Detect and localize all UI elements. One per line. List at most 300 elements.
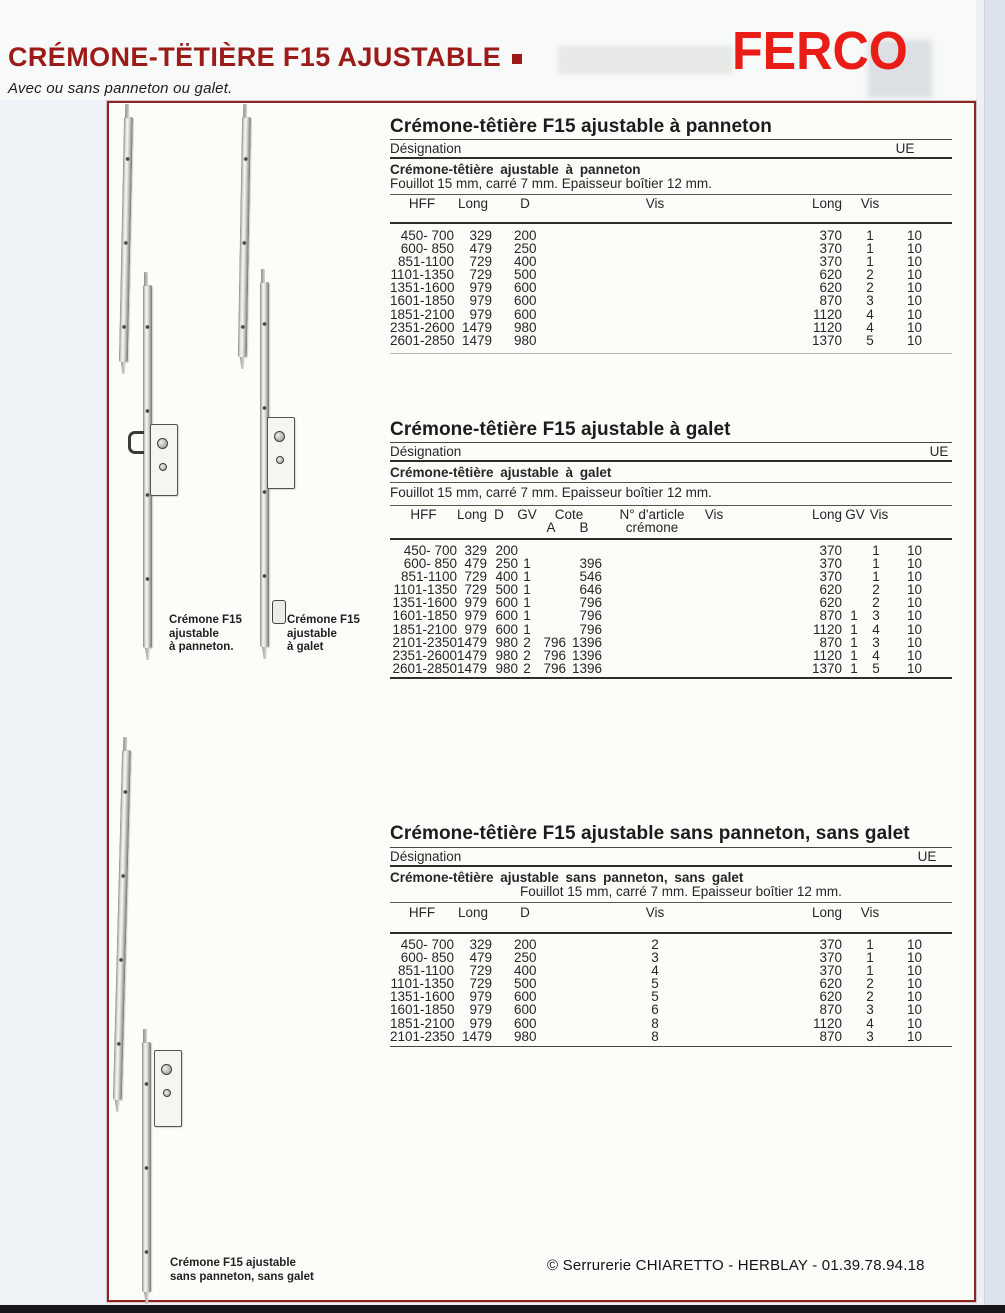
- table-cell: 4: [651, 963, 659, 979]
- table-cell: 400: [514, 254, 537, 270]
- table-cell: 1: [523, 582, 531, 598]
- table-cell: 1: [523, 608, 531, 624]
- table-header-cell: A: [546, 520, 556, 535]
- table-cell: 4: [866, 319, 874, 335]
- table-cell: 200: [514, 228, 537, 243]
- table-header-cell: GV: [517, 507, 537, 522]
- table-cell: 10: [906, 556, 922, 572]
- table-sans: [390, 823, 952, 1047]
- divider: [390, 460, 952, 462]
- table-row: [390, 1030, 952, 1043]
- table-cell: 1370: [811, 332, 842, 348]
- divider: [390, 932, 952, 934]
- table-cell: 979: [464, 608, 487, 624]
- table-cell: 370: [819, 950, 842, 966]
- drawing-label-panneton: [169, 614, 242, 655]
- table-cell: 200: [495, 543, 518, 558]
- table-cell: 1: [850, 621, 858, 637]
- table-cell: 3: [872, 608, 880, 624]
- table-row: [390, 636, 952, 649]
- table-row: [390, 1003, 952, 1016]
- table-cell: 979: [469, 306, 492, 322]
- table-cell: 851-1100: [400, 569, 457, 585]
- table-cell: 370: [819, 556, 842, 572]
- table-cell: 500: [495, 582, 518, 598]
- table-cell: 796: [543, 647, 566, 663]
- table-cell: 1479: [461, 1028, 492, 1044]
- table-cell: 2101-2350: [392, 634, 457, 650]
- table-cell: 600- 850: [400, 950, 454, 966]
- table-cell: 2101-2350: [390, 1028, 455, 1044]
- table-cell: 979: [469, 1002, 492, 1018]
- label-line: Crémone F15 ajustable: [170, 1257, 296, 1269]
- table-cell: 980: [514, 319, 537, 335]
- table-header-cell: Long: [811, 507, 842, 522]
- table-cell: 10: [906, 976, 922, 992]
- table-cell: 10: [906, 989, 922, 1005]
- rod-illustration: [119, 117, 133, 362]
- divider: [390, 505, 952, 506]
- table-cell: 1: [866, 963, 874, 979]
- table-cell: 8: [651, 1028, 659, 1044]
- table-cell: 3: [866, 1028, 874, 1044]
- table-cell: 2: [866, 280, 874, 296]
- table-cell: 980: [495, 660, 518, 676]
- table-cell: 1: [866, 937, 874, 952]
- table-header-cell: N° d'article: [619, 507, 685, 522]
- panneton-hook-illustration: [128, 431, 144, 454]
- table-cell: 1101-1350: [393, 582, 457, 598]
- table-cell: 1120: [812, 319, 842, 335]
- table-cell: 10: [906, 241, 922, 257]
- table-row: [390, 662, 952, 675]
- label-line: Crémone F15: [169, 614, 242, 626]
- designation-label: Désignation: [390, 849, 462, 864]
- table-body: [390, 544, 952, 675]
- table-cell: 600: [514, 280, 537, 296]
- divider: [390, 194, 952, 195]
- table-cell: 796: [543, 634, 566, 650]
- page-title: [8, 42, 522, 73]
- bottom-scan-bar: [0, 1305, 1005, 1313]
- table-cell: 5: [651, 976, 659, 992]
- table-cell: 796: [543, 660, 566, 676]
- table-cell: 10: [906, 543, 922, 558]
- table-header-cell: Cote: [554, 507, 584, 522]
- table-cell: 10: [906, 595, 922, 611]
- ue-label: UE: [895, 141, 915, 156]
- table-cell: 2: [866, 976, 874, 992]
- table-cell: 1370: [811, 660, 842, 676]
- table-cell: 479: [469, 241, 492, 257]
- table-cell: 10: [906, 950, 922, 966]
- table-cell: 1: [523, 569, 531, 585]
- table-cell: 4: [872, 621, 880, 637]
- table-cell: 980: [514, 332, 537, 348]
- table-cell: 329: [464, 543, 487, 558]
- table-cell: 5: [651, 989, 659, 1005]
- table-row: [390, 308, 952, 321]
- table-cell: 3: [872, 634, 880, 650]
- table-cell: 1479: [457, 660, 488, 676]
- table-cell: 870: [819, 293, 842, 309]
- table-cell: 1601-1850: [392, 608, 457, 624]
- table-cell: 10: [906, 963, 922, 979]
- table-header-cell: Vis: [645, 905, 665, 920]
- table-cell: 396: [579, 556, 602, 572]
- galet-roller-illustration: [272, 600, 286, 624]
- table-cell: 10: [906, 254, 922, 270]
- table-row: [390, 1017, 952, 1030]
- table-row: [390, 649, 952, 662]
- table-cell: 1: [850, 660, 858, 676]
- table-cell: 479: [464, 556, 487, 572]
- table-cell: 980: [495, 634, 518, 650]
- table-cell: 2: [651, 937, 659, 952]
- table-cell: 729: [469, 976, 492, 992]
- table-cell: 3: [651, 950, 659, 966]
- table-header-cell: B: [579, 520, 589, 535]
- table-cell: 400: [514, 963, 537, 979]
- table-cell: 1: [523, 621, 531, 637]
- table-cell: 729: [469, 254, 492, 270]
- table-panneton: [390, 116, 952, 354]
- table-cell: 1479: [461, 332, 492, 348]
- product-spec: Fouillot 15 mm, carré 7 mm. Epaisseur boîtier 12 mm.: [520, 884, 842, 899]
- table-title: Crémone-têtière F15 ajustable à galet: [390, 419, 731, 440]
- table-cell: 1479: [457, 647, 488, 663]
- table-cell: 10: [906, 647, 922, 663]
- table-cell: 870: [819, 634, 842, 650]
- table-cell: 4: [866, 306, 874, 322]
- table-cell: 979: [469, 280, 492, 296]
- table-cell: 979: [464, 595, 487, 611]
- table-cell: 3: [866, 293, 874, 309]
- table-header-cell: D: [520, 196, 530, 211]
- table-cell: 620: [819, 267, 842, 283]
- table-cell: 370: [819, 963, 842, 979]
- table-cell: 870: [819, 608, 842, 624]
- table-cell: 450- 700: [403, 543, 457, 558]
- table-cell: 10: [906, 582, 922, 598]
- table-row: [390, 334, 952, 347]
- table-cell: 979: [469, 1015, 492, 1031]
- table-cell: 600- 850: [400, 241, 454, 257]
- table-cell: 10: [906, 267, 922, 283]
- divider: [390, 1046, 952, 1047]
- page-edge-sliver: [976, 0, 984, 1313]
- table-galet: [390, 419, 952, 679]
- drawing-label-galet: [287, 614, 360, 655]
- table-cell: 10: [906, 319, 922, 335]
- table-header-row: [390, 906, 952, 920]
- table-cell: 10: [906, 660, 922, 676]
- table-cell: 1: [523, 595, 531, 611]
- rod-illustration: [142, 1042, 151, 1292]
- table-cell: 200: [514, 937, 537, 952]
- table-cell: 250: [514, 950, 537, 966]
- table-cell: 329: [469, 937, 492, 952]
- title-bullet-icon: [512, 54, 522, 64]
- page-title-text: CRÉMONE-TËTIÈRE F15 AJUSTABLE: [8, 42, 502, 72]
- table-cell: 979: [469, 989, 492, 1005]
- table-cell: 1120: [812, 621, 842, 637]
- table-cell: 600: [495, 608, 518, 624]
- label-line: ajustable: [287, 627, 337, 640]
- table-cell: 980: [514, 1028, 537, 1044]
- product-name: Crémone-têtière ajustable à galet: [390, 465, 612, 480]
- table-cell: 600: [495, 621, 518, 637]
- divider: [390, 538, 952, 540]
- table-cell: 3: [866, 1002, 874, 1018]
- table-cell: 10: [906, 608, 922, 624]
- table-cell: 979: [469, 293, 492, 309]
- designation-label: Désignation: [390, 444, 462, 459]
- page-subtitle: Avec ou sans panneton ou galet.: [8, 80, 233, 97]
- table-cell: 500: [514, 976, 537, 992]
- content-frame: [107, 101, 976, 1302]
- table-cell: 620: [819, 989, 842, 1005]
- table-cell: 2: [523, 660, 531, 676]
- divider: [390, 482, 952, 483]
- table-header-cell: Vis: [704, 507, 724, 522]
- divider: [390, 222, 952, 224]
- rod-illustration: [238, 117, 251, 357]
- table-header-row2: [390, 521, 952, 534]
- product-spec: Fouillot 15 mm, carré 7 mm. Epaisseur boîtier 12 mm.: [390, 485, 712, 500]
- table-cell: 370: [819, 241, 842, 257]
- table-cell: 979: [464, 621, 487, 637]
- gearbox-illustration: [150, 424, 178, 496]
- table-cell: 729: [469, 963, 492, 979]
- table-cell: 1351-1600: [390, 280, 455, 296]
- table-cell: 2351-2600: [390, 319, 455, 335]
- table-cell: 729: [464, 569, 487, 585]
- table-cell: 2351-2600: [392, 647, 457, 663]
- table-cell: 10: [906, 569, 922, 585]
- table-header-cell: D: [520, 905, 530, 920]
- table-cell: 980: [495, 647, 518, 663]
- table-row: [390, 609, 952, 622]
- table-header-cell: Long: [457, 905, 489, 920]
- designation-row: [390, 443, 952, 460]
- table-cell: 5: [872, 660, 880, 676]
- table-cell: 1120: [812, 647, 842, 663]
- table-cell: 620: [819, 582, 842, 598]
- table-cell: 1601-1850: [390, 293, 455, 309]
- table-cell: 250: [514, 241, 537, 257]
- table-header-cell: D: [494, 507, 504, 522]
- table-cell: 6: [651, 1002, 659, 1018]
- page-edge-band: [984, 0, 1005, 1313]
- table-cell: 1479: [457, 634, 488, 650]
- table-cell: 1851-2100: [390, 1015, 455, 1031]
- table-cell: 796: [579, 595, 602, 611]
- table-cell: 796: [579, 608, 602, 624]
- gearbox-illustration: [154, 1050, 182, 1127]
- table-cell: 600: [514, 1002, 537, 1018]
- label-line: ajustable: [169, 627, 219, 640]
- table-cell: 2: [523, 647, 531, 663]
- table-title: Crémone-têtière F15 ajustable sans panneton, sans galet: [390, 823, 910, 844]
- table-cell: 479: [469, 950, 492, 966]
- table-cell: 796: [579, 621, 602, 637]
- table-cell: 1: [866, 228, 874, 243]
- gearbox-illustration: [267, 417, 295, 489]
- table-header-cell: Long: [811, 905, 842, 920]
- table-header-cell: GV: [845, 507, 865, 522]
- table-row: [390, 294, 952, 307]
- table-cell: 1851-2100: [392, 621, 457, 637]
- table-header-cell: Vis: [869, 507, 889, 522]
- table-header-cell: Vis: [860, 905, 880, 920]
- table-cell: 5: [866, 332, 874, 348]
- divider: [390, 865, 952, 867]
- table-cell: 1351-1600: [390, 989, 455, 1005]
- table-body: [390, 938, 952, 1043]
- table-cell: 600: [514, 1015, 537, 1031]
- table-cell: 4: [872, 647, 880, 663]
- table-cell: 2: [866, 989, 874, 1005]
- table-cell: 2: [872, 582, 880, 598]
- drawing-label-sans: [170, 1257, 314, 1284]
- table-cell: 620: [819, 595, 842, 611]
- table-header-cell: Long: [811, 196, 842, 211]
- rod-illustration: [113, 750, 131, 1100]
- table-cell: 1: [872, 556, 880, 572]
- table-body: [390, 229, 952, 347]
- table-cell: 2601-2850: [390, 332, 455, 348]
- table-cell: 1479: [461, 319, 492, 335]
- table-cell: 1396: [571, 647, 602, 663]
- copyright-line: © Serrurerie CHIARETTO - HERBLAY - 01.39.78.94.18: [547, 1257, 925, 1274]
- divider: [390, 353, 952, 354]
- table-cell: 450- 700: [400, 228, 454, 243]
- table-cell: 400: [495, 569, 518, 585]
- table-cell: 250: [495, 556, 518, 572]
- designation-row: [390, 848, 952, 865]
- label-line: à galet: [287, 641, 324, 653]
- label-line: Crémone F15: [287, 614, 360, 626]
- label-line: sans panneton, sans galet: [170, 1270, 314, 1283]
- table-cell: 1120: [812, 1015, 842, 1031]
- divider: [390, 157, 952, 159]
- table-cell: 370: [819, 254, 842, 270]
- table-cell: 870: [819, 1028, 842, 1044]
- table-header-cell: HFF: [408, 196, 436, 211]
- designation-row: [390, 140, 952, 157]
- table-header-row: [390, 197, 952, 211]
- table-cell: 10: [906, 293, 922, 309]
- table-row: [390, 623, 952, 636]
- table-cell: 646: [579, 582, 602, 598]
- table-cell: 870: [819, 1002, 842, 1018]
- table-cell: 10: [906, 228, 922, 243]
- table-cell: 8: [651, 1015, 659, 1031]
- table-cell: 600: [514, 989, 537, 1005]
- table-cell: 2: [872, 595, 880, 611]
- table-cell: 1351-1600: [392, 595, 457, 611]
- table-header-cell: Long: [457, 507, 488, 522]
- table-cell: 10: [906, 280, 922, 296]
- table-header-cell: crémone: [625, 520, 679, 535]
- product-name: Crémone-têtière ajustable sans panneton, sans galet: [390, 870, 744, 885]
- table-cell: 1: [866, 254, 874, 270]
- table-cell: 1120: [812, 306, 842, 322]
- table-cell: 1396: [571, 660, 602, 676]
- divider: [390, 902, 952, 903]
- table-title: Crémone-têtière F15 ajustable à panneton: [390, 116, 772, 137]
- table-cell: 1: [866, 950, 874, 966]
- table-cell: 450- 700: [400, 937, 454, 952]
- table-cell: 1: [523, 556, 531, 572]
- table-cell: 2: [523, 634, 531, 650]
- table-cell: 4: [866, 1015, 874, 1031]
- table-cell: 329: [469, 228, 492, 243]
- table-cell: 600: [495, 595, 518, 611]
- table-cell: 10: [906, 621, 922, 637]
- ue-label: UE: [917, 849, 937, 864]
- table-cell: 370: [819, 937, 842, 952]
- table-cell: 1: [850, 647, 858, 663]
- table-cell: 10: [906, 937, 922, 952]
- table-cell: 370: [819, 543, 842, 558]
- designation-label: Désignation: [390, 141, 462, 156]
- table-cell: 729: [464, 582, 487, 598]
- table-header-cell: Vis: [645, 196, 665, 211]
- table-row: [390, 321, 952, 334]
- table-cell: 1: [850, 608, 858, 624]
- table-cell: 600: [514, 306, 537, 322]
- table-header-cell: Vis: [860, 196, 880, 211]
- table-cell: 546: [579, 569, 602, 585]
- table-cell: 851-1100: [397, 963, 454, 979]
- product-spec: Fouillot 15 mm, carré 7 mm. Epaisseur boîtier 12 mm.: [390, 176, 712, 191]
- table-header-cell: Long: [457, 196, 489, 211]
- table-cell: 1101-1350: [390, 976, 454, 992]
- table-cell: 620: [819, 976, 842, 992]
- product-name: Crémone-têtière ajustable à panneton: [390, 162, 641, 177]
- table-cell: 500: [514, 267, 537, 283]
- table-cell: 2: [866, 267, 874, 283]
- table-cell: 729: [469, 267, 492, 283]
- table-header-cell: HFF: [410, 507, 437, 522]
- table-cell: 600: [514, 293, 537, 309]
- label-line: à panneton.: [169, 641, 234, 653]
- table-cell: 370: [819, 228, 842, 243]
- table-cell: 620: [819, 280, 842, 296]
- table-cell: 1: [850, 634, 858, 650]
- table-cell: 10: [906, 634, 922, 650]
- table-cell: 10: [906, 1002, 922, 1018]
- table-cell: 1: [872, 569, 880, 585]
- table-cell: 10: [906, 1028, 922, 1044]
- table-cell: 1851-2100: [390, 306, 455, 322]
- ue-label: UE: [929, 444, 949, 459]
- table-cell: 10: [906, 306, 922, 322]
- brand-logo: FERCO: [732, 21, 908, 81]
- table-header-cell: HFF: [408, 905, 436, 920]
- table-cell: 10: [906, 1015, 922, 1031]
- table-cell: 10: [906, 332, 922, 348]
- divider: [390, 677, 952, 679]
- table-cell: 1: [872, 543, 880, 558]
- table-cell: 1101-1350: [390, 267, 454, 283]
- table-cell: 851-1100: [397, 254, 454, 270]
- table-cell: 1396: [571, 634, 602, 650]
- table-cell: 370: [819, 569, 842, 585]
- table-cell: 2601-2850: [392, 660, 457, 676]
